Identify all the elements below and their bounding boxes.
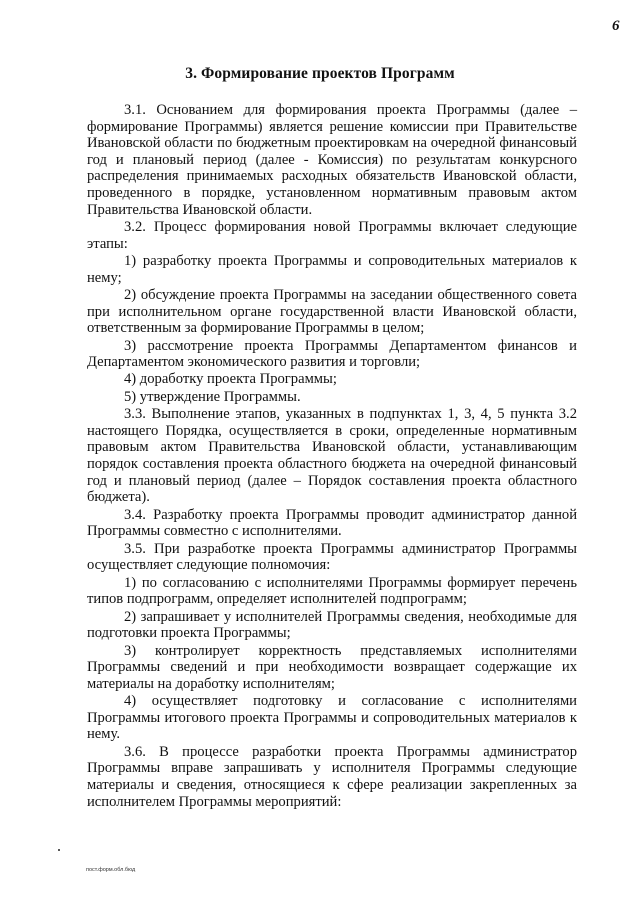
list-item-3-2-1: 1) разработку проекта Программы и сопроводительных материалов к нему; [87, 252, 577, 286]
paragraph-3-2: 3.2. Процесс формирования новой Программы включает следующие этапы: [87, 218, 577, 252]
paragraph-3-1: 3.1. Основанием для формирования проекта Программы (далее – формирование Программы) является решение комиссии при Правительстве Ивановской области по бюджетным проектировкам на очередной финансовый год и плановый период (далее - Комиссия) по результатам конкурсного распределения принимаемых расходных обязательств Ивановской области, проведенного в порядке, установленном нормативным правовым актом Правительства Ивановской области. [87, 102, 577, 218]
list-item-3-2-5: 5) утверждение Программы. [124, 388, 301, 405]
list-item-3-5-3: 3) контролирует корректность представляемых исполнителями Программы сведений и при необходимости возвращает содержащие их материалы на доработку исполнителям; [87, 642, 577, 692]
list-item-3-5-4: 4) осуществляет подготовку и согласование с исполнителями Программы итогового проекта Программы и сопроводительных материалов к нему. [87, 693, 577, 743]
footer-file-note: пост.форм.обл.бюд [86, 867, 136, 873]
list-item-3-5-1: 1) по согласованию с исполнителями Программы формирует перечень типов подпрограмм, определяет исполнителей подпрограмм; [87, 574, 577, 608]
list-item-3-2-3: 3) рассмотрение проекта Программы Департаментом финансов и Департаментом экономического развития и торговли; [87, 337, 577, 371]
paragraph-3-4: 3.4. Разработку проекта Программы проводит администратор данной Программы совместно с исполнителями. [87, 506, 577, 540]
paragraph-3-6: 3.6. В процессе разработки проекта Программы администратор Программы вправе запрашивать у исполнителя Программы следующие материалы и сведения, относящиеся к сфере реализации закрепленных за исполнителем Программы мероприятий: [87, 743, 577, 810]
list-item-3-2-2: 2) обсуждение проекта Программы на заседании общественного совета при исполнительном органе государственной власти Ивановской области, ответственным за формирование Программы в целом; [87, 286, 577, 337]
paragraph-3-3: 3.3. Выполнение этапов, указанных в подпунктах 1, 3, 4, 5 пункта 3.2 настоящего Порядка, осуществляется в сроки, определенные нормативным правовым актом Правительства Ивановской области, устанавливающим порядок составления проекта областного бюджета на очередной финансовый год и плановый период (далее – Порядок составления проекта областного бюджета). [87, 406, 577, 506]
stray-dot-mark [58, 849, 60, 851]
page-number: 6 [612, 18, 620, 34]
list-item-3-2-4: 4) доработку проекта Программы; [124, 371, 337, 388]
section-title: 3. Формирование проектов Программ [185, 65, 455, 82]
document-body [87, 102, 577, 811]
list-item-3-5-2: 2) запрашивает у исполнителей Программы сведения, необходимые для подготовки проекта Программы; [87, 608, 577, 642]
paragraph-3-5: 3.5. При разработке проекта Программы администратор Программы осуществляет следующие полномочия: [87, 540, 577, 574]
